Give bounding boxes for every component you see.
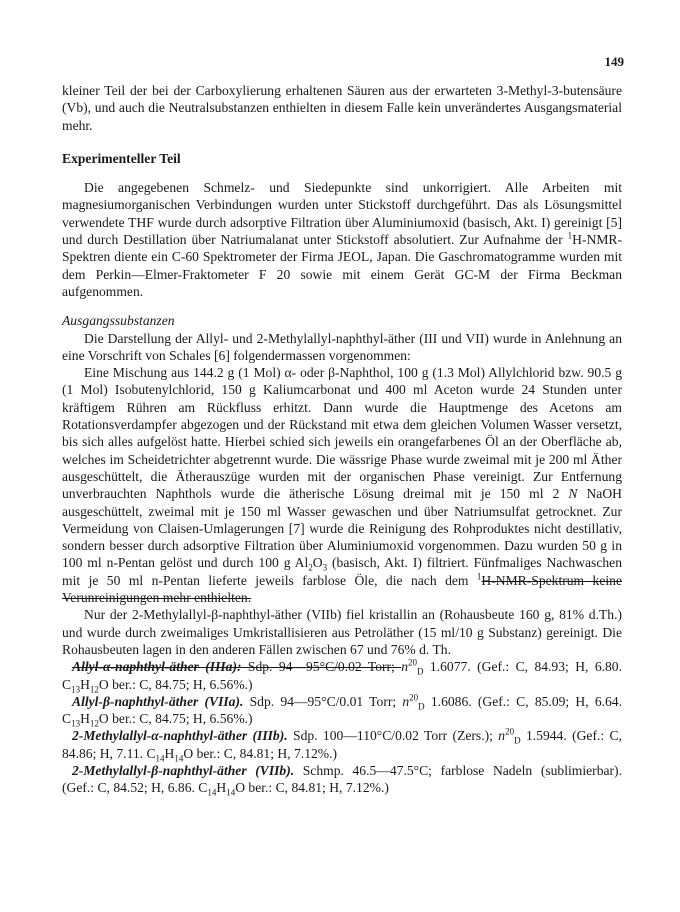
formula-subscript: 3 [322, 563, 328, 574]
compound-name: 2-Methylallyl-β-naphthyl-äther (VIIb). [72, 762, 295, 778]
compound-entry [62, 727, 622, 762]
compound-name: Allyl-β-naphthyl-äther (VIIa). [72, 693, 244, 709]
compound-data: O ber.: C, 84.81; H, 7.12%.) [183, 745, 338, 761]
formula-subscript: 12 [89, 684, 99, 695]
nmr-superscript: 1 [476, 571, 482, 582]
formula-subscript: 14 [226, 788, 236, 798]
compound-data: H [164, 745, 175, 761]
intro-paragraph: kleiner Teil der bei der Carboxylierung erhaltenen Säuren aus der erwarteten 3-Methyl-3-butensäure (Vb), und auch die Neutralsubstanzen enthielten in diesem Falle kein unverändertes Ausgangsmaterial mehr. [62, 83, 622, 133]
general-methods-paragraph [62, 179, 622, 300]
temp-superscript: 20 [409, 692, 419, 703]
refractive-index-symbol: n [401, 659, 409, 675]
formula-subscript: 14 [155, 753, 165, 764]
refractive-index-symbol: n [402, 693, 410, 709]
formula-subscript: 13 [71, 718, 81, 729]
section-heading: Experimenteller Teil [62, 150, 181, 166]
compound-name: 2-Methylallyl-α-naphthyl-äther (IIIb). [72, 728, 288, 744]
starting-materials-paragraph: Die Darstellung der Allyl- und 2-Methylallyl-naphthyl-äther (III und VII) wurde in Anlehnung an eine Vorschrift von Schales [6] folgendermassen vorgenommen: [62, 330, 622, 363]
temp-superscript: 20 [408, 657, 418, 668]
compound-data: Sdp. 94—95°C/0.02 Torr; [241, 659, 402, 675]
compound-data: Sdp. 100—110°C/0.02 Torr (Zers.); [287, 728, 499, 744]
compound-data: O ber.: C, 84.75; H, 6.56%.) [98, 676, 253, 692]
compound-data: O ber.: C, 84.81; H, 7.12%.) [235, 780, 389, 796]
compound-name: Allyl-α-naphthyl-äther (IIIa): [72, 659, 242, 675]
procedure-text-2: NaOH ausgeschüttelt, zweimal mit je 150 ml Wasser gewaschen und über Natriumsulfat getrocknet. Zur Vermeidung von Claisen-Umlagerungen [7] wurde die Reinigung des Rohproduktes nicht destillativ, sondern besser durch adsorptive Filtration über Aluminiumoxid vorgenommen. Dazu wurden 50 g in 100 ml n-Pentan gelöst und durch 100 g Al [62, 486, 622, 571]
page-number: 149 [604, 54, 624, 69]
normality-symbol: N [568, 486, 578, 502]
compound-data: O ber.: C, 84.75; H, 6.56%.) [98, 711, 253, 727]
procedure-text-5: H-NMR-Spektrum keine Verunreinigungen mehr enthielten. [62, 572, 622, 606]
subsection-heading: Ausgangssubstanzen [62, 313, 175, 329]
procedure-paragraph [62, 364, 622, 606]
compound-entry [62, 658, 622, 693]
d-line-subscript: D [514, 736, 521, 747]
nmr-superscript: 1 [567, 230, 573, 241]
general-text-2: H-NMR-Spektren diente ein C-60 Spektrometer der Firma JEOL, Japan. Die Gaschromatogramme wurden mit dem Perkin—Elmer-Fraktometer F 20 sowie mit einem Gerät GC-M der Firma Beckman aufgenommen. [62, 232, 622, 299]
formula-subscript: 12 [89, 718, 99, 729]
procedure-text-4: (basisch, Akt. I) filtriert. Fünfmaliges Nachwaschen mit je 50 ml n-Pentan lieferte jeweils farblose Öle, die nach dem [62, 555, 622, 588]
compound-data: 1.6086. (Gef.: C, 85.09; H, 6.64. C [62, 693, 623, 727]
crystallization-paragraph: Nur der 2-Methylallyl-β-naphthyl-äther (VIIb) fiel kristallin an (Rohausbeute 160 g, 81% d.Th.) und wurde durch zweimaliges Umkristallisieren aus Petroläther (15 ml/10 g Substanz) gereinigt. Die Rohausbeuten lagen in den anderen Fällen zwischen 67 und 76% d. Th. [62, 607, 622, 657]
compound-data: Schmp. 46.5—47.5°C; farblose Nadeln (sublimierbar). (Gef.: C, 84.52; H, 6.86. C [62, 762, 622, 796]
compound-data: 1.5944. (Gef.: C, 84.86; H, 7.11. C [62, 728, 622, 761]
refractive-index-symbol: n [498, 728, 506, 744]
formula-subscript: 13 [71, 684, 81, 695]
d-line-subscript: D [418, 701, 425, 712]
general-text-1: Die angegebenen Schmelz- und Siedepunkte sind unkorrigiert. Alle Arbeiten mit magnesiumorganischen Verbindungen wurden unter Stickstoff durchgeführt. Das als Lösungsmittel verwendete THF wurde durch adsorptive Filtration über Aluminiumoxid (basisch, Akt. I) gereinigt [5] und durch Destillation über Natriumalanat unter Stickstoff absolutiert. Zur Aufnahme der [62, 180, 622, 248]
temp-superscript: 20 [505, 726, 515, 737]
formula-subscript: 2 [308, 563, 313, 574]
compound-data: Sdp. 94—95°C/0.01 Torr; [243, 693, 403, 709]
compound-data: H [216, 780, 227, 796]
compound-data: H [80, 711, 90, 727]
compound-data: 1.6077. (Gef.: C, 84.93; H, 6.80. C [62, 659, 623, 692]
procedure-text-1: Eine Mischung aus 144.2 g (1 Mol) α- oder β-Naphthol, 100 g (1.3 Mol) Allylchlorid bzw. 90.5 g (1 Mol) Isobutenylchlorid, 150 g Kaliumcarbonat und 400 ml Aceton wurde 24 Stunden unter kräftigem Rühren am Rückfluss erhitzt. Dann wurde die Hauptmenge des Acetons am Rotationsverdampfer abgezogen und der Rückstand mit etwa dem gleichen Volumen Wasser versetzt, bis sich alles aufgelöst hatte. Hierbei schied sich jeweils ein orangefarbenes Öl an der Oberfläche ab, welches im Scheidetrichter abgetrennt wurde. Die wässrige Phase wurde zweimal mit je 200 ml Äther ausgeschüttelt, die Ätherauszüge wurden mit der organischen Phase vereinigt. Zur Entfernung unverbrauchten Naphthols wurde die ätherische Lösung dreimal mit je 150 ml 2 [62, 365, 622, 502]
formula-subscript: 14 [207, 788, 217, 798]
article-body [62, 82, 622, 797]
compound-data: H [80, 676, 90, 692]
d-line-subscript: D [417, 666, 424, 677]
procedure-text-3: O [312, 555, 323, 571]
compound-entry [62, 762, 622, 797]
formula-subscript: 14 [174, 753, 184, 764]
compound-entry [62, 693, 622, 728]
